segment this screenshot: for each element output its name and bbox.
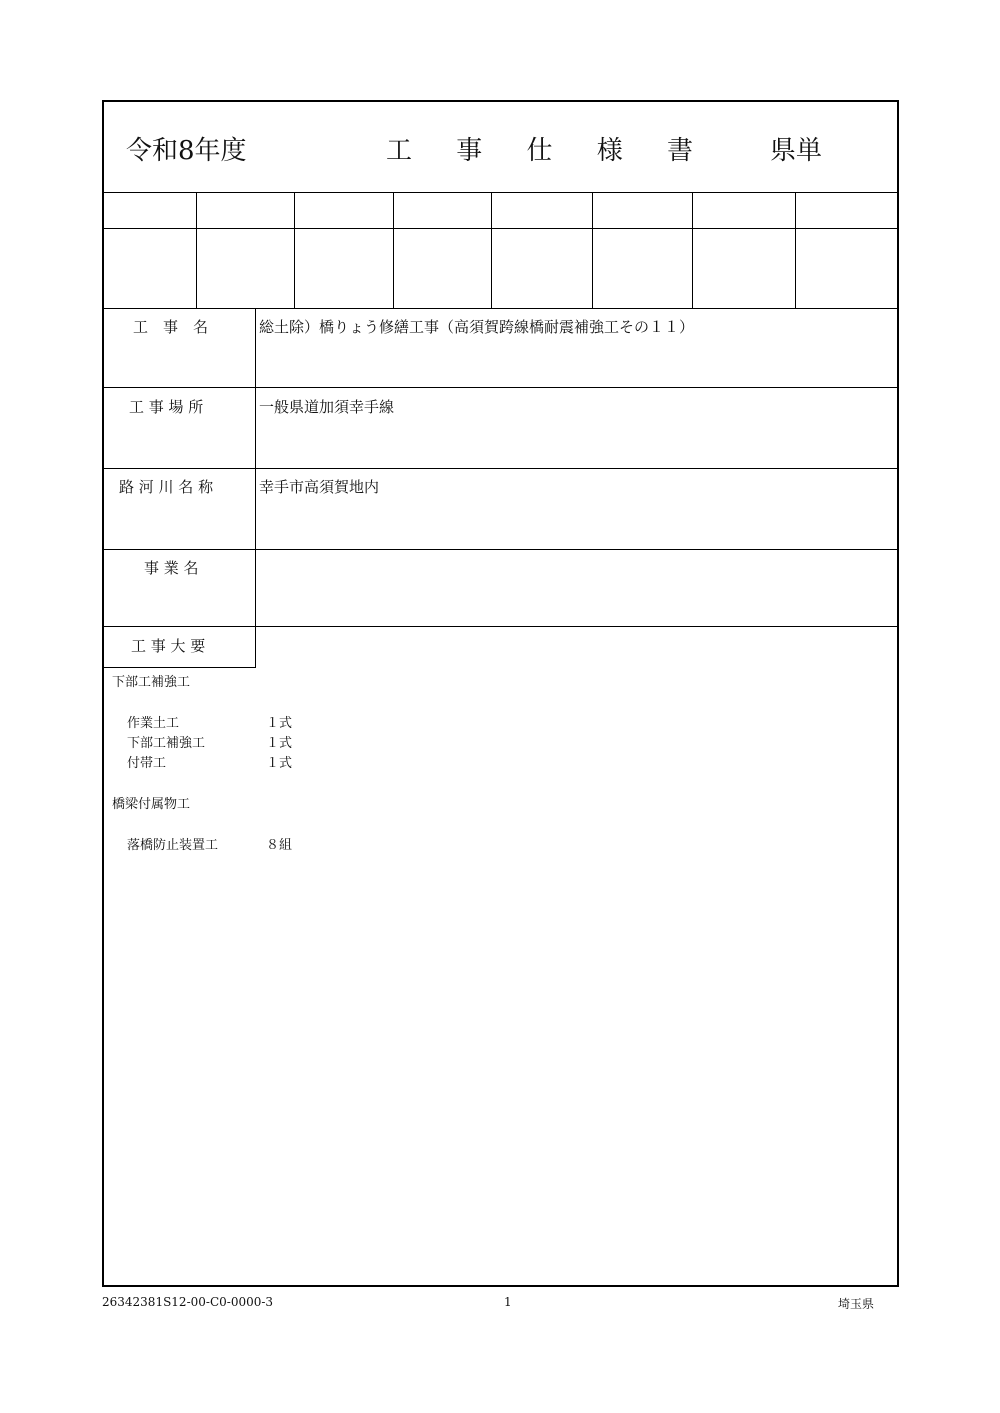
label-column-divider xyxy=(255,309,256,668)
outline-item-qty: １式 xyxy=(266,736,293,751)
outline-item-name: 付帯工 xyxy=(127,756,167,771)
grid-col-2 xyxy=(294,193,295,309)
grid-col-5 xyxy=(592,193,593,309)
outline-item-qty: ８組 xyxy=(266,838,293,853)
page-number: 1 xyxy=(504,1295,512,1309)
field-label-road-river: 路 河 川 名 称 xyxy=(119,478,214,496)
outline-item-qty: １式 xyxy=(266,756,293,771)
document-title: 工 事 仕 様 書 xyxy=(386,136,712,166)
project-kind: 県単 xyxy=(770,136,823,166)
grid-col-7 xyxy=(795,193,796,309)
divider-grid-mid xyxy=(103,228,898,229)
document-code: 26342381S12-00-C0-0000-3 xyxy=(102,1295,274,1309)
divider-row-4 xyxy=(103,626,898,627)
field-value-project-name: 総土除）橋りょう修繕工事（高須賀跨線橋耐震補強工その１１） xyxy=(259,318,695,336)
outline-item-name: 落橋防止装置工 xyxy=(127,838,219,853)
divider-row-3 xyxy=(103,549,898,550)
outline-item-name: 作業土工 xyxy=(127,716,180,731)
divider-header xyxy=(103,192,898,193)
grid-col-6 xyxy=(692,193,693,309)
field-value-location: 一般県道加須幸手線 xyxy=(259,398,395,416)
divider-row-2 xyxy=(103,468,898,469)
outline-item-qty: １式 xyxy=(266,716,293,731)
outline-item-name: 下部工補強工 xyxy=(127,736,206,751)
grid-col-3 xyxy=(393,193,394,309)
document-frame xyxy=(102,100,899,1287)
outline-group1-title: 下部工補強工 xyxy=(112,675,191,690)
field-label-location: 工 事 場 所 xyxy=(129,398,204,416)
divider-label-box-bottom xyxy=(103,667,255,668)
field-value-road-river: 幸手市高須賀地内 xyxy=(259,478,380,496)
grid-col-4 xyxy=(491,193,492,309)
fiscal-year: 令和8年度 xyxy=(126,136,247,166)
field-label-business-name: 事 業 名 xyxy=(144,559,199,577)
divider-row-1 xyxy=(103,387,898,388)
outline-group2-title: 橋梁付属物工 xyxy=(112,797,191,812)
field-label-outline: 工 事 大 要 xyxy=(131,637,206,655)
grid-col-1 xyxy=(196,193,197,309)
divider-grid-bottom xyxy=(103,308,898,309)
issuer: 埼玉県 xyxy=(838,1297,875,1311)
field-label-project-name: 工 事 名 xyxy=(133,318,209,336)
